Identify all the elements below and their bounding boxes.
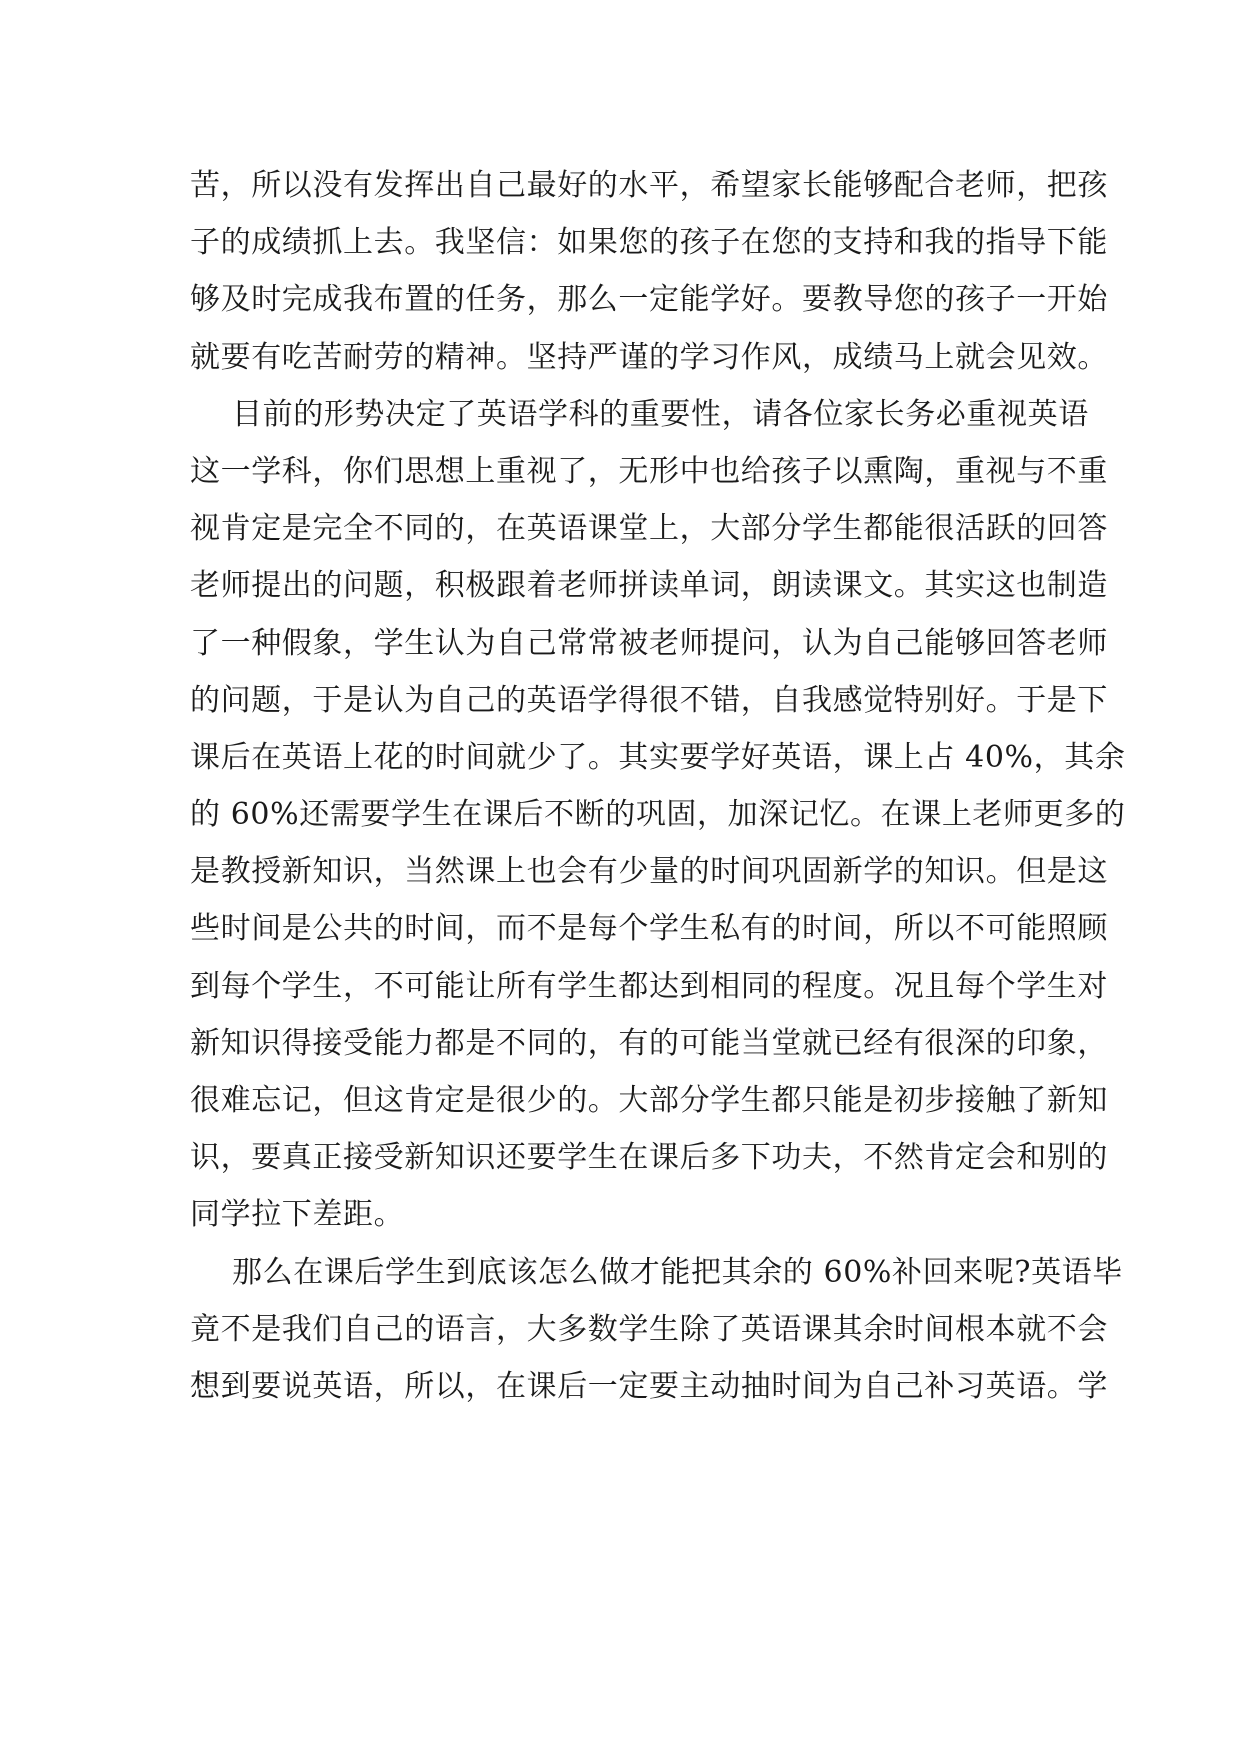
text-line: 就要有吃苦耐劳的精神。坚持严谨的学习作风，成绩马上就会见效。 xyxy=(190,339,1108,375)
text-line: 了一种假象，学生认为自己常常被老师提问，认为自己能够回答老师 xyxy=(190,625,1108,661)
text-line: 的 60%还需要学生在课后不断的巩固，加深记忆。在课上老师更多的 xyxy=(190,797,1126,833)
text-line: 目前的形势决定了英语学科的重要性，请各位家长务必重视英语 xyxy=(232,396,1089,432)
text-line: 老师提出的问题，积极跟着老师拼读单词，朗读课文。其实这也制造 xyxy=(190,568,1108,604)
document-body xyxy=(190,157,1126,1415)
text-line: 课后在英语上花的时间就少了。其实要学好英语，课上占 40%，其余 xyxy=(190,739,1126,775)
text-line: 子的成绩抓上去。我坚信：如果您的孩子在您的支持和我的指导下能 xyxy=(190,225,1108,261)
text-line: 想到要说英语，所以，在课后一定要主动抽时间为自己补习英语。学 xyxy=(190,1368,1108,1404)
paragraph xyxy=(190,1244,1123,1416)
text-line: 识，要真正接受新知识还要学生在课后多下功夫，不然肯定会和别的 xyxy=(190,1140,1108,1176)
text-line: 很难忘记，但这肯定是很少的。大部分学生都只能是初步接触了新知 xyxy=(190,1083,1108,1118)
paragraph xyxy=(190,157,1108,386)
text-line: 同学拉下差距。 xyxy=(190,1197,405,1233)
text-line: 的问题，于是认为自己的英语学得很不错，自我感觉特别好。于是下 xyxy=(190,682,1108,718)
text-line: 是教授新知识，当然课上也会有少量的时间巩固新学的知识。但是这 xyxy=(190,854,1108,890)
text-line: 够及时完成我布置的任务，那么一定能学好。要教导您的孩子一开始 xyxy=(190,282,1108,318)
text-line: 到每个学生，不可能让所有学生都达到相同的程度。况且每个学生对 xyxy=(190,968,1108,1004)
text-line: 新知识得接受能力都是不同的，有的可能当堂就已经有很深的印象， xyxy=(190,1025,1108,1061)
text-line: 些时间是公共的时间，而不是每个学生私有的时间，所以不可能照顾 xyxy=(190,911,1108,947)
text-line: 竟不是我们自己的语言，大多数学生除了英语课其余时间根本就不会 xyxy=(190,1311,1108,1347)
text-line: 那么在课后学生到底该怎么做才能把其余的 60%补回来呢?英语毕 xyxy=(232,1254,1123,1290)
text-line: 这一学科，你们思想上重视了，无形中也给孩子以熏陶，重视与不重 xyxy=(190,453,1108,489)
text-line: 苦，所以没有发挥出自己最好的水平，希望家长能够配合老师，把孩 xyxy=(190,168,1108,203)
text-line: 视肯定是完全不同的，在英语课堂上，大部分学生都能很活跃的回答 xyxy=(190,511,1108,547)
paragraph xyxy=(190,386,1126,1244)
